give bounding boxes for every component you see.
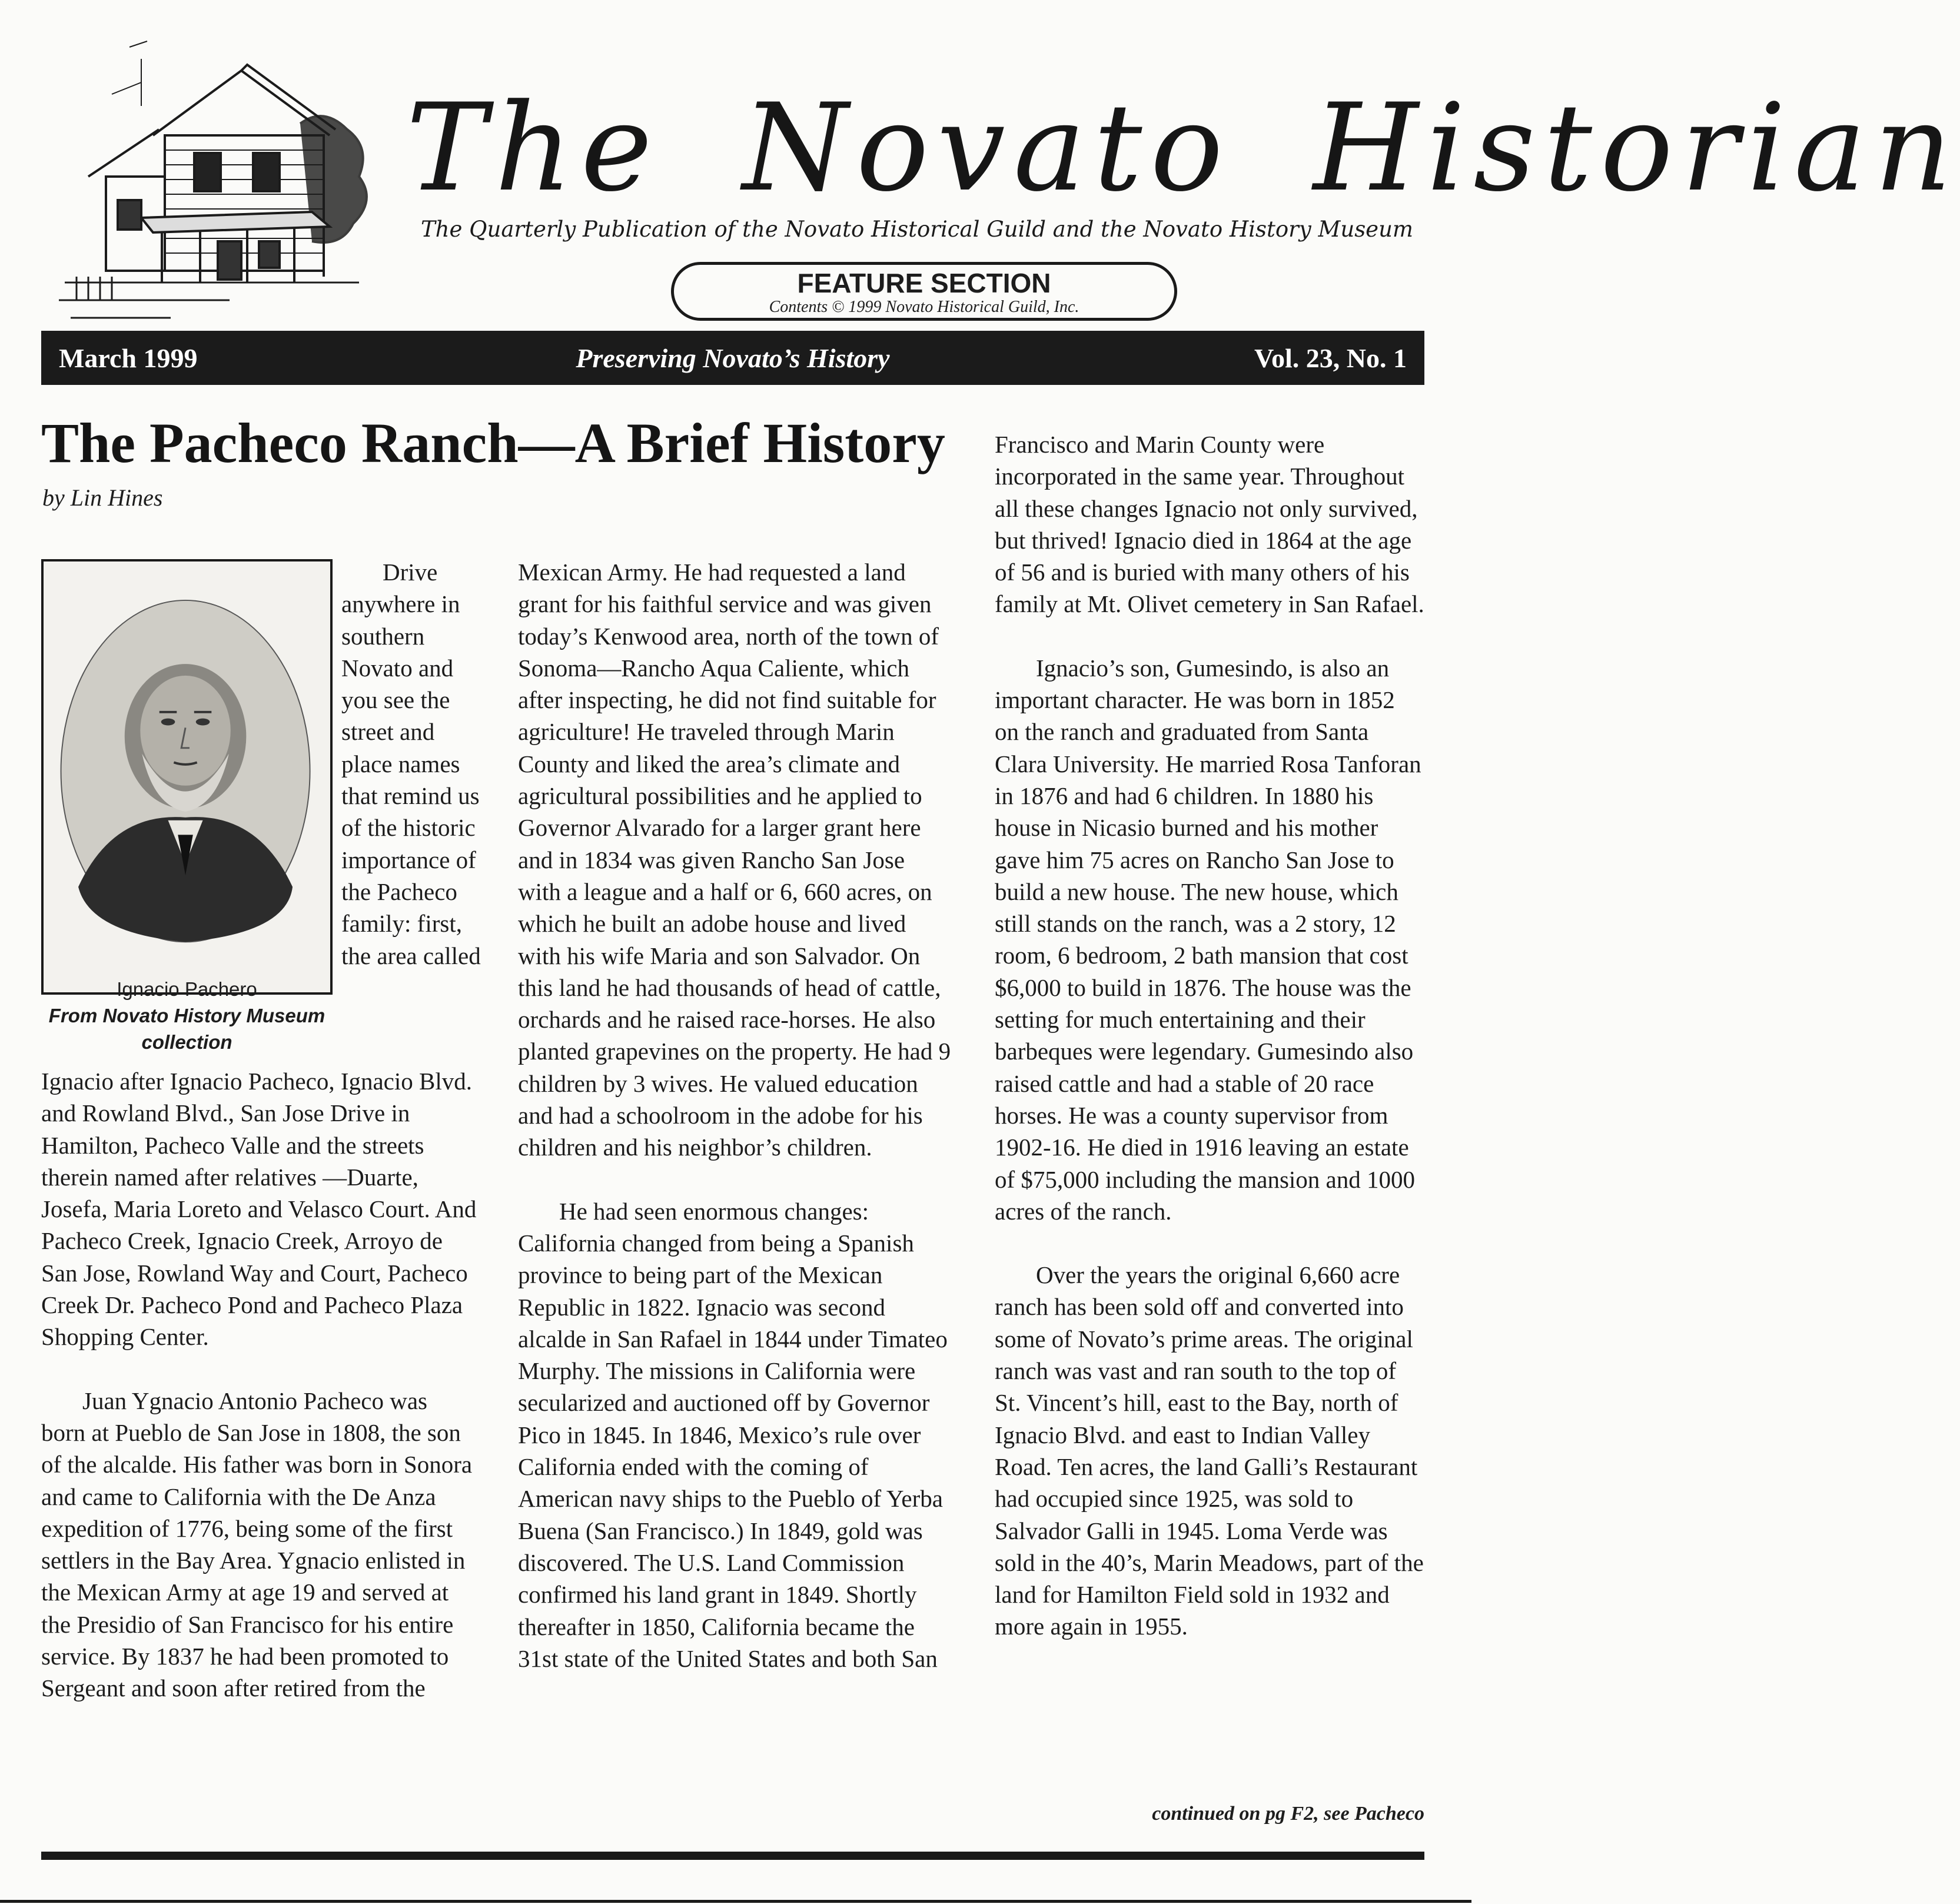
column-2 xyxy=(518,556,954,1674)
feature-section-title: FEATURE SECTION xyxy=(797,268,1051,298)
article-headline: The Pacheco Ranch—A Brief History xyxy=(41,411,945,474)
paragraph: Over the years the original 6,660 acre ranch has been sold off and converted into some of Novato’s prime areas. The original ranch was vast and ran south to the top of St. Vincent’s hill, east to the Bay, north of Ignacio Blvd. and east to Indian Valley Road. Ten acres, the land Galli’s Restaurant had occupied since 1925, was sold to Salvador Galli in 1945. Loma Verde was sold in the 40’s, Marin Meadows, part of the land for Hamilton Field sold in 1932 and more again in 1955. xyxy=(995,1261,1424,1640)
photo-caption xyxy=(41,976,333,1055)
issue-volume: Vol. 23, No. 1 xyxy=(1254,343,1407,373)
portrait-image xyxy=(44,561,330,992)
column-1 xyxy=(41,1065,477,1704)
article-byline: by Lin Hines xyxy=(42,484,163,511)
caption-name: Ignacio Pachero xyxy=(117,978,257,1000)
page-edge-line xyxy=(0,1900,1471,1903)
masthead-title: The Novato Historian xyxy=(406,78,1960,218)
issue-banner xyxy=(41,331,1424,385)
continued-note: continued on pg F2, see Pacheco xyxy=(1152,1803,1424,1825)
paragraph: Juan Ygnacio Antonio Pacheco was born at Pueblo de San Jose in 1808, the son of the alcalde. His father was born in Sonora and came to California with the De Anza expedition of 1776, being some of the first settlers in the Bay Area. Ygnacio enlisted in the Mexican Army at age 19 and served at the Presidio of San Francisco for his entire service. By 1837 he had been promoted to Sergeant and soon after retired from the xyxy=(41,1387,473,1702)
feature-section-box xyxy=(671,262,1177,321)
house-logo-illustration xyxy=(53,24,383,330)
issue-date: March 1999 xyxy=(59,343,198,373)
paragraph: Francisco and Marin County were incorporated in the same year. Throughout all these changes Ignacio not only survived, but thrived! Ignacio died in 1864 at the age of 56 and is buried with many others of his family at Mt. Olivet cemetery in San Rafael. xyxy=(995,431,1424,618)
paragraph: Ignacio’s son, Gumesindo, is also an important character. He was born in 1852 on the ranch and graduated from Santa Clara University. He married Rosa Tanforan in 1876 and had 6 children. In 1880 his house in Nicasio burned and his mother gave him 75 acres on Rancho San Jose to build a new house. The new house, which still stands on the ranch, was a 2 story, 12 room, 6 bedroom, 2 bath mansion that cost $6,000 to build in 1876. The house was the setting for much entertaining and their barbeques were legendary. Gumesindo also raised cattle and had a stable of 20 race horses. He was a county supervisor from 1902-16. He died in 1916 leaving an estate of $75,000 including the mansion and 1000 acres of the ranch. xyxy=(995,654,1421,1225)
masthead-subtitle: The Quarterly Publication of the Novato Historical Guild and the Novato History Museum xyxy=(421,217,1413,242)
caption-source: From Novato History Museum collection xyxy=(48,1005,325,1053)
feature-copyright: Contents © 1999 Novato Historical Guild, Inc. xyxy=(769,298,1079,316)
column-1-wrap-text xyxy=(341,556,483,972)
paragraph: Ignacio after Ignacio Pacheco, Ignacio Blvd. and Rowland Blvd., San Jose Drive in Hamilton, Pacheco Valle and the streets therein named after relatives —Duarte, Josefa, Maria Loreto and Velasco Court. And Pacheco Creek, Ignacio Creek, Arroyo de San Jose, Rowland Way and Court, Pacheco Creek Dr. Pacheco Pond and Pacheco Plaza Shopping Center. xyxy=(41,1068,477,1351)
portrait-photo xyxy=(41,559,333,995)
paragraph: Drive anywhere in southern Novato and you see the street and place names that remind us of the historic importance of the Pacheco family: first, the area called xyxy=(341,559,481,969)
paragraph: Mexican Army. He had requested a land grant for his faithful service and was given today’s Kenwood area, north of the town of Sonoma—Rancho Aqua Caliente, which after inspecting, he did not find suitable for agriculture! He traveled through Marin County and liked the area’s climate and agricultural possibilities and he applied to Governor Alvarado for a larger grant here and in 1834 was given Rancho San Jose with a league and a half or 6, 660 acres, on which he built an adobe house and lived with his wife Maria and son Salvador. On this land he had thousands of head of cattle, orchards and he raised race-horses. He also planted grapevines on the property. He had 9 children by 3 wives. He valued education and had a schoolroom in the adobe for his children and his neighbor’s children. xyxy=(518,559,951,1161)
paragraph: He had seen enormous changes: California changed from being a Spanish province to being part of the Mexican Republic in 1822. Ignacio was second alcalde in San Rafael in 1844 under Timateo Murphy. The missions in California were secularized and auctioned off by Governor Pico in 1845. In 1846, Mexico’s rule over California ended with the coming of American navy ships to the Pueblo of Yerba Buena (San Francisco.) In 1849, gold was discovered. The U.S. Land Commission confirmed his land grant in 1849. Shortly thereafter in 1850, California became the 31st state of the United States and both San xyxy=(518,1197,948,1672)
column-3 xyxy=(995,428,1424,1643)
banner-tagline: Preserving Novato’s History xyxy=(576,343,890,373)
bottom-divider xyxy=(41,1852,1424,1860)
